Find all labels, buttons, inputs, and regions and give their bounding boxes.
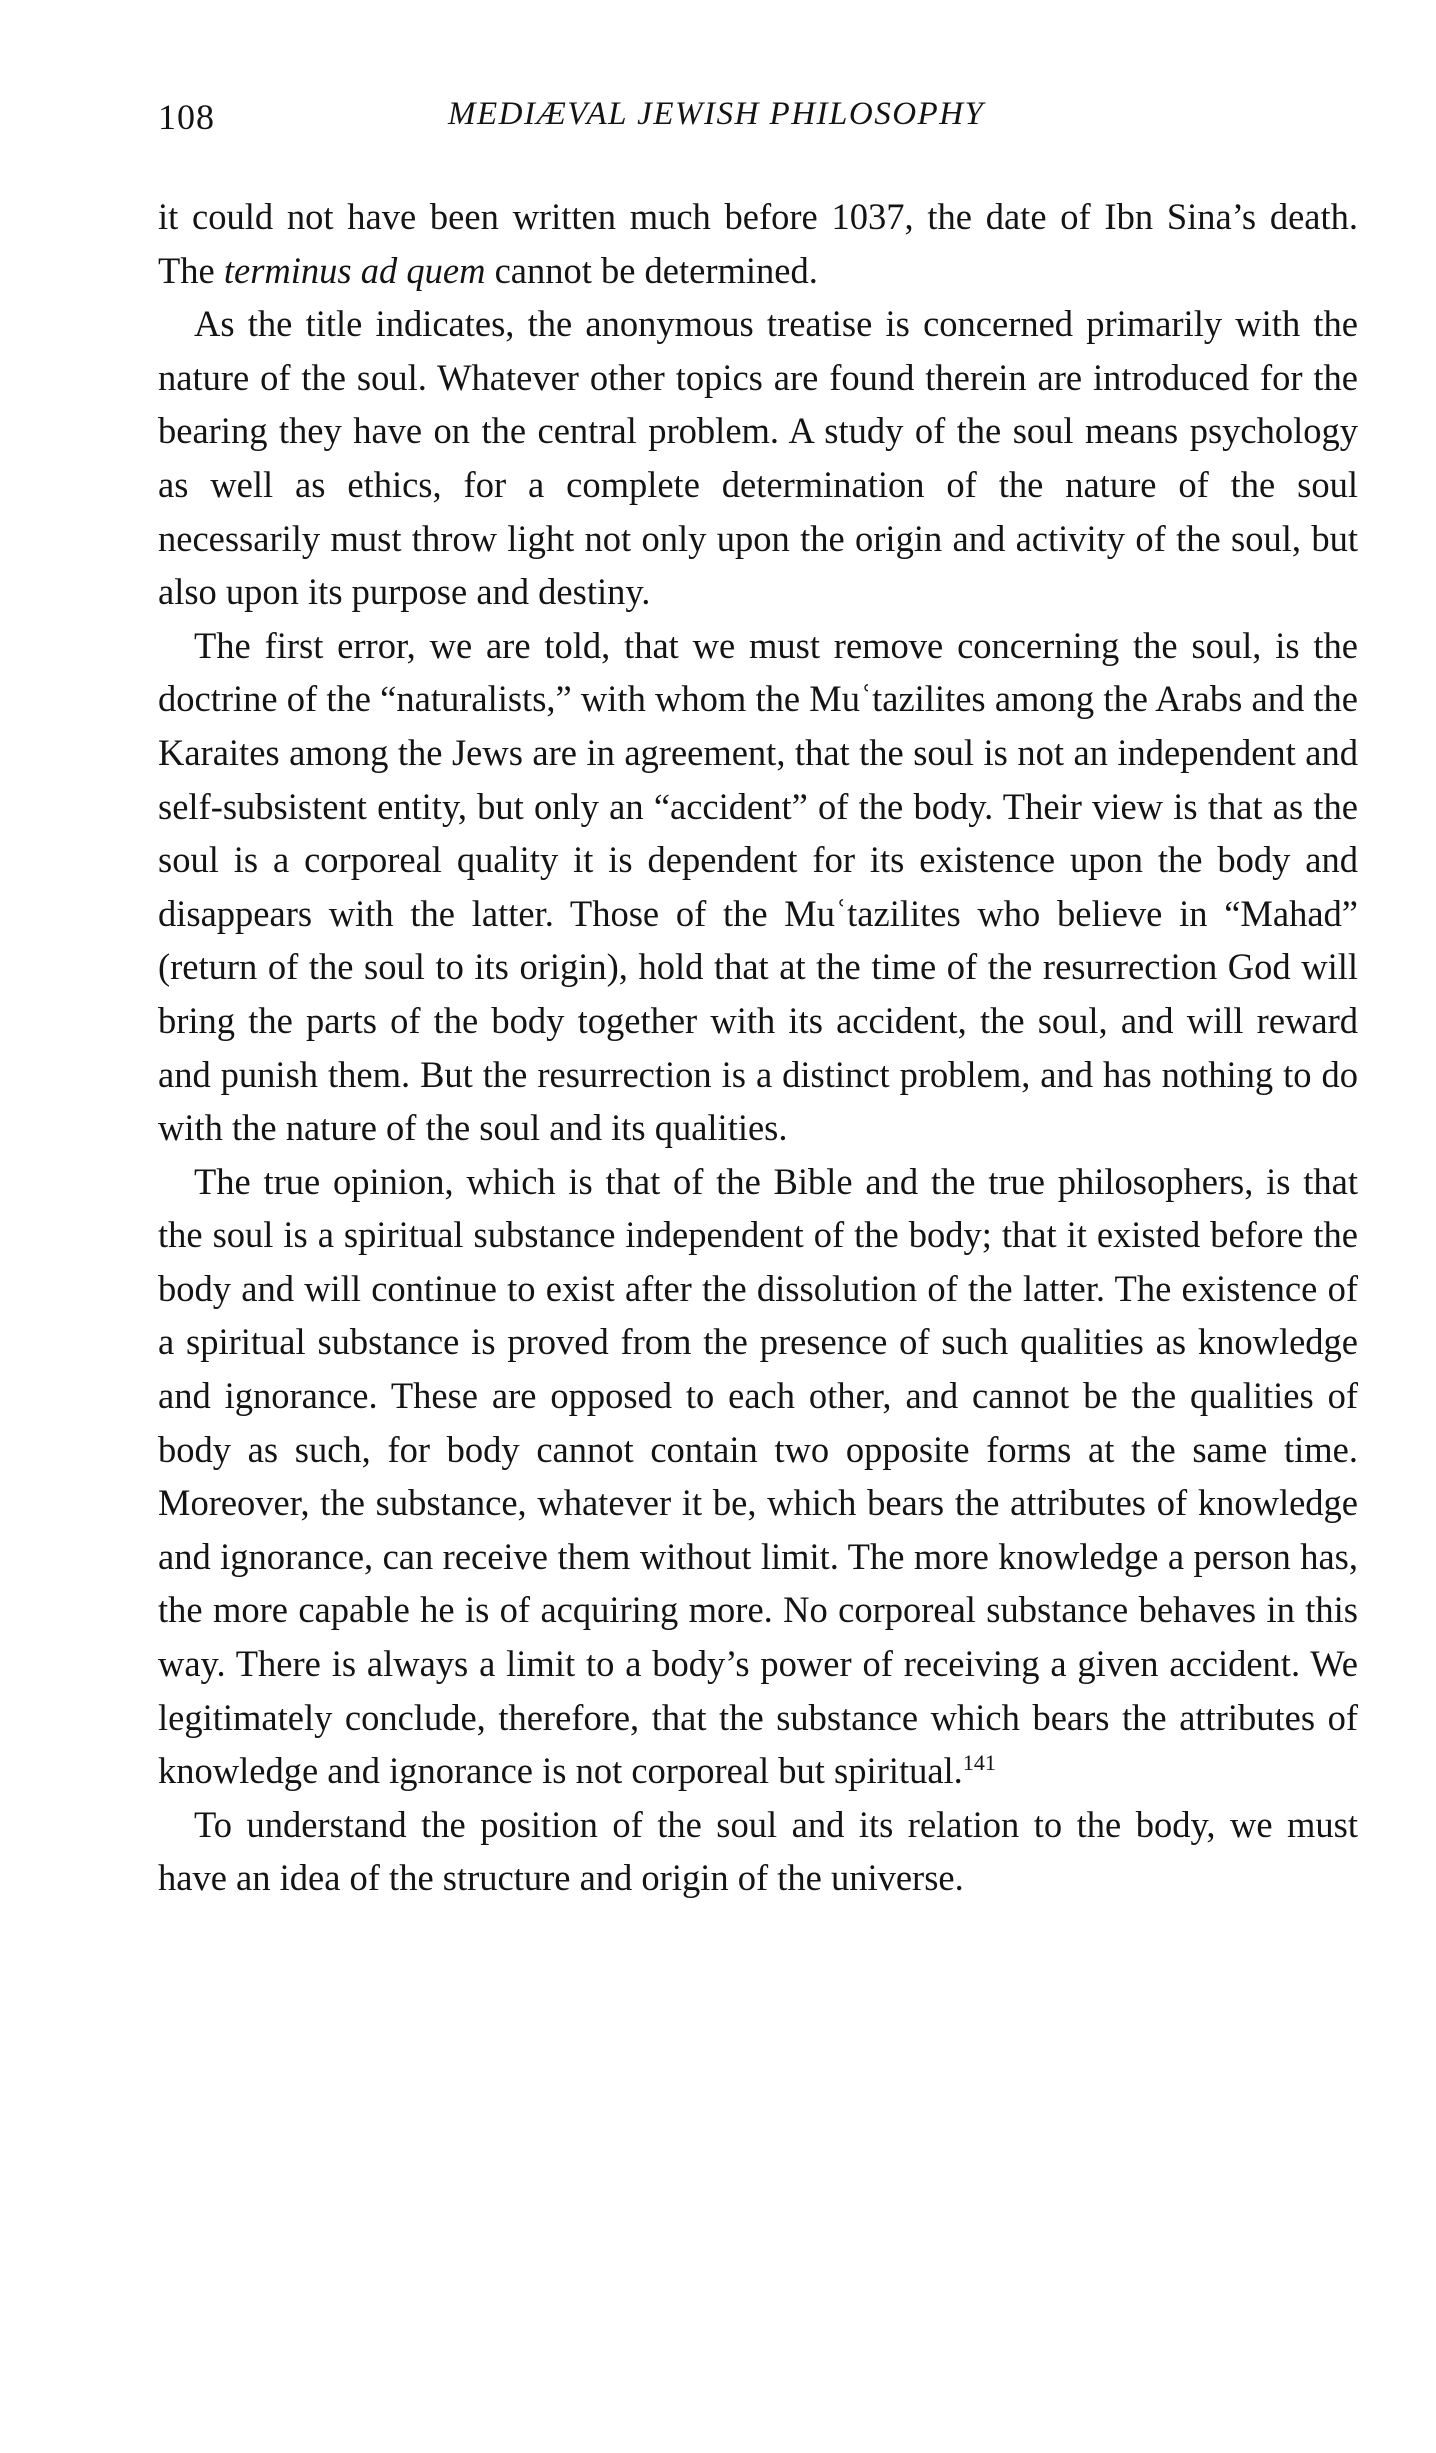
paragraph-1-text-end: cannot be determined. (485, 249, 818, 291)
body-text (158, 190, 1358, 1905)
italic-phrase: terminus ad quem (223, 249, 486, 291)
paragraph-1 (158, 190, 1358, 297)
paragraph-3: The first error, we are told, that we must remove concerning the soul, is the doctrine of the “naturalists,” with whom the Muʿtazilites among the Arabs and the Karaites among the Jews are in agreement, that the soul is not an independent and self-subsistent entity, but only an “accident” of the body. Their view is that as the soul is a corporeal quality it is dependent for its existence upon the body and disappears with the latter. Those of the Muʿtazilites who believe in “Mahad” (return of the soul to its origin), hold that at the time of the resurrection God will bring the parts of the body together with its accident, the soul, and will reward and punish them. But the resurrection is a distinct problem, and has nothing to do with the nature of the soul and its qualities. (158, 624, 1358, 1149)
paragraph-5: To understand the position of the soul and its relation to the body, we must have an idea of the structure and origin of the universe. (158, 1803, 1358, 1899)
page-header (158, 96, 1358, 146)
paragraph-4 (158, 1155, 1358, 1798)
page-number: 108 (158, 97, 215, 137)
paragraph-4-text: The true opinion, which is that of the Bible and the true philosophers, is that the soul is a spiritual substance independent of the body; that it existed before the body and will continue to exist after the dissolution of the latter. The existence of a spiritual substance is proved from the presence of such qualities as knowledge and ignorance. These are opposed to each other, and cannot be the qualities of body as such, for body cannot contain two opposite forms at the same time. Moreover, the substance, whatever it be, which bears the attributes of knowledge and ignorance, can receive them without limit. The more knowledge a person has, the more capable he is of acquiring more. No corporeal substance behaves in this way. There is always a limit to a body’s power of receiving a given accident. We legitimately conclude, therefore, that the substance which bears the attributes of knowledge and ignorance is not corporeal but spiritual. (158, 1160, 1358, 1792)
footnote-reference[interactable]: 141 (962, 1750, 996, 1776)
paragraph-1-text: it could not have been written much before 1037, the date of Ibn Sina’s death. The (158, 196, 1358, 291)
running-head: MEDIÆVAL JEWISH PHILOSOPHY (448, 96, 985, 132)
paragraph-2: As the title indicates, the anonymous treatise is concerned primarily with the nature of the soul. Whatever other topics are found therein are introduced for the bearing they have on the central problem. A study of the soul means psychology as well as ethics, for a complete determination of the nature of the soul necessarily must throw light not only upon the origin and activity of the soul, but also upon its purpose and destiny. (158, 303, 1358, 613)
